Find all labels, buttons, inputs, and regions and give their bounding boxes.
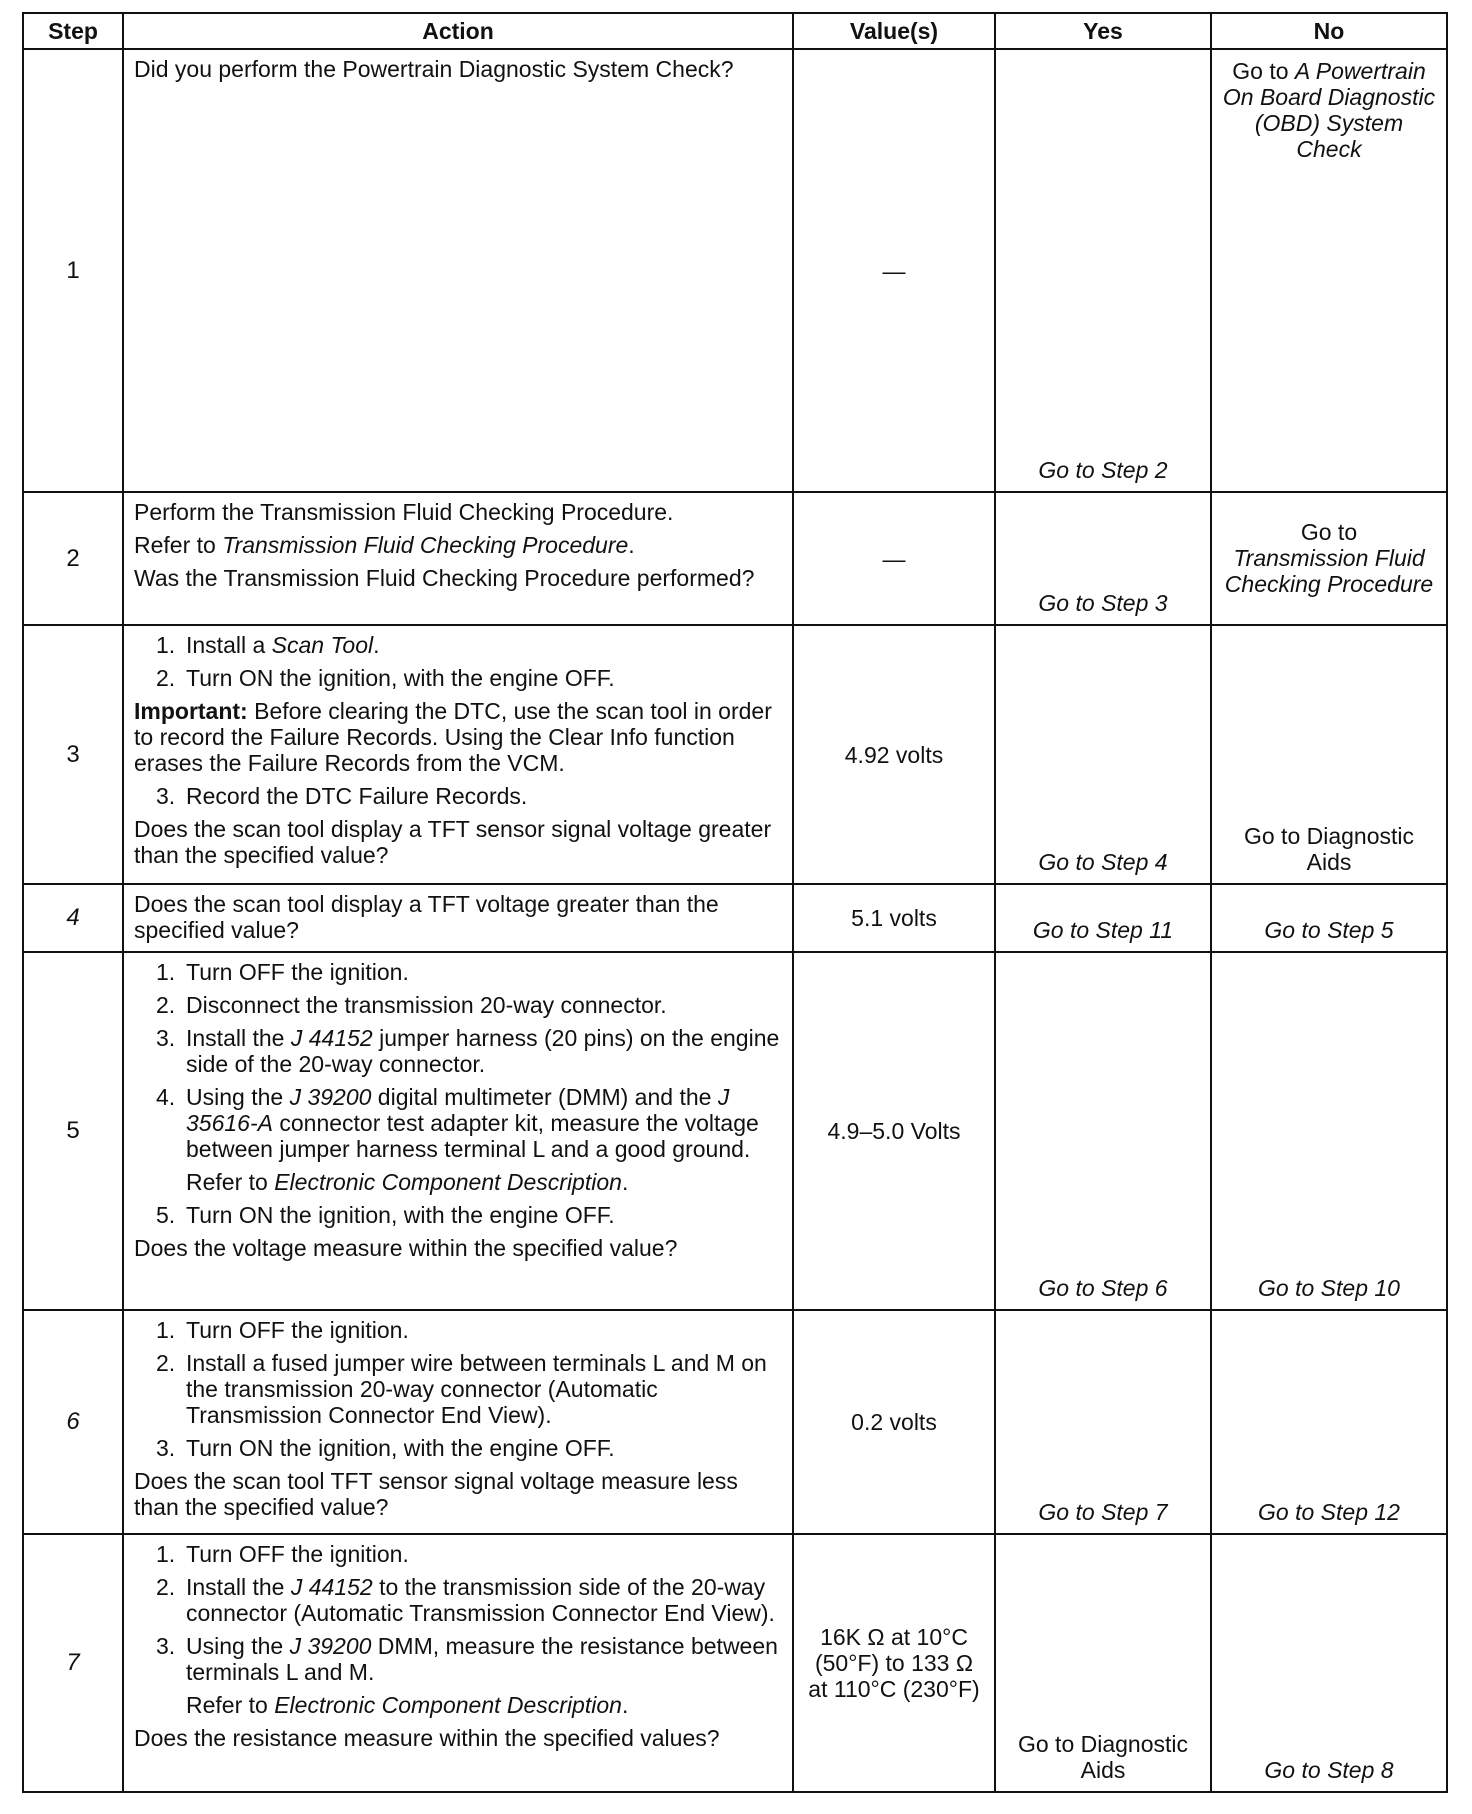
action-question: Does the scan tool TFT sensor signal voltage measure less than the specified value?: [134, 1468, 738, 1520]
list-item: [134, 1317, 782, 1343]
item-number: 1.: [156, 1541, 176, 1567]
action-question: Does the scan tool display a TFT voltage greater than the specified value?: [134, 891, 719, 943]
no-cell: Go to Step 5: [1211, 884, 1447, 952]
item-text: Install a: [186, 632, 272, 658]
ref-suffix: .: [621, 1169, 629, 1195]
list-item: [134, 1574, 782, 1626]
yes-cell: Go to Diagnostic Aids: [995, 1534, 1211, 1792]
yes-cell: Go to Step 6: [995, 952, 1211, 1310]
list-item: [134, 632, 782, 658]
item-text: Install the: [186, 1574, 291, 1600]
item-number: 2.: [156, 1350, 176, 1376]
tool-link-j44152[interactable]: J 44152: [290, 1025, 373, 1051]
action-question: Does the voltage measure within the specified value?: [134, 1235, 678, 1261]
value-cell: —: [793, 492, 995, 625]
action-cell: [123, 625, 793, 884]
action-cell: [123, 1534, 793, 1792]
item-number: 3.: [156, 1025, 176, 1051]
item-text: Turn OFF the ignition.: [186, 1541, 409, 1567]
list-item: [134, 1350, 782, 1428]
reference-line: [134, 1169, 782, 1195]
table-header-row: [23, 13, 1447, 49]
item-text: Turn OFF the ignition.: [186, 959, 409, 985]
no-prefix: Go to: [1300, 518, 1358, 545]
yes-cell: Go to Step 4: [995, 625, 1211, 884]
table-row: [23, 952, 1447, 1310]
table-row: [23, 1534, 1447, 1792]
value-cell: 4.9–5.0 Volts: [793, 952, 995, 1310]
action-cell: [123, 1310, 793, 1534]
list-item: [134, 992, 782, 1018]
list-item: [134, 665, 782, 691]
value-cell: 16K Ω at 10°C (50°F) to 133 Ω at 110°C (230°F): [793, 1534, 995, 1792]
list-item: [134, 1541, 782, 1567]
item-number: 3.: [156, 1435, 176, 1461]
yes-cell: Go to Step 11: [995, 884, 1211, 952]
item-text: Using the: [186, 1633, 290, 1659]
ref-prefix: Refer to: [186, 1169, 275, 1195]
item-text: Using the: [186, 1084, 290, 1110]
item-number: 4.: [156, 1084, 176, 1110]
yes-cell: Go to Step 7: [995, 1310, 1211, 1534]
list-item: [134, 783, 782, 809]
item-text: digital multimeter (DMM) and the: [371, 1084, 718, 1110]
action-question: Was the Transmission Fluid Checking Procedure performed?: [134, 565, 755, 591]
yes-cell: Go to Step 3: [995, 492, 1211, 625]
item-number: 1.: [156, 1317, 176, 1343]
header-no: No: [1211, 13, 1447, 49]
important-text: Before clearing the DTC, use the scan tool in order to record the Failure Records. Using the Clear Info function erases the Failure Records from the VCM.: [134, 698, 772, 776]
item-number: 2.: [156, 1574, 176, 1600]
header-action: Action: [123, 13, 793, 49]
item-text: Turn ON the ignition, with the engine OFF.: [186, 665, 615, 691]
action-cell: [123, 884, 793, 952]
action-question: Does the scan tool display a TFT sensor signal voltage greater than the specified value?: [134, 816, 772, 868]
list-item: [134, 1435, 782, 1461]
value-cell: 0.2 volts: [793, 1310, 995, 1534]
item-text: Install a fused jumper wire between terminals L and M on the transmission 20-way connector (Automatic Transmission Connector End View).: [186, 1350, 767, 1428]
ref-prefix: Refer to: [134, 532, 223, 558]
item-text: Turn ON the ignition, with the engine OFF.: [186, 1202, 615, 1228]
no-link[interactable]: Transmission Fluid Checking Procedure: [1224, 544, 1434, 597]
table-row: [23, 625, 1447, 884]
table-row: [23, 884, 1447, 952]
item-text: Record the DTC Failure Records.: [186, 783, 528, 809]
item-text: connector test adapter kit, measure the voltage between jumper harness terminal L and a good ground.: [186, 1110, 759, 1162]
table-row: [23, 1310, 1447, 1534]
item-text: Turn ON the ignition, with the engine OFF.: [186, 1435, 615, 1461]
ref-link[interactable]: Electronic Component Description: [274, 1692, 622, 1718]
diagnostic-table-container: [22, 12, 1446, 1793]
yes-cell: Go to Step 2: [995, 49, 1211, 492]
item-number: 1.: [156, 959, 176, 985]
action-reference: [134, 532, 782, 558]
ref-link[interactable]: Electronic Component Description: [274, 1169, 622, 1195]
list-item: [134, 1025, 782, 1077]
step-number: 5: [23, 952, 123, 1310]
item-suffix: DMM, measure the resistance between terminals L and M.: [186, 1633, 778, 1685]
item-suffix: to the transmission side of the 20-way connector (Automatic Transmission Connector End View).: [186, 1574, 775, 1626]
no-cell: [1211, 492, 1447, 625]
header-values: Value(s): [793, 13, 995, 49]
value-cell: —: [793, 49, 995, 492]
header-step: Step: [23, 13, 123, 49]
table-row: [23, 49, 1447, 492]
value-cell: 5.1 volts: [793, 884, 995, 952]
no-link[interactable]: A Powertrain On Board Diagnostic (OBD) System Check: [1222, 58, 1436, 162]
no-cell: Go to Step 10: [1211, 952, 1447, 1310]
ref-suffix: .: [628, 532, 635, 558]
ref-prefix: Refer to: [186, 1692, 275, 1718]
step-number: 1: [23, 49, 123, 492]
item-suffix: jumper harness (20 pins) on the engine side of the 20-way connector.: [186, 1025, 780, 1077]
no-prefix: Go to: [1232, 58, 1295, 84]
tool-link-j39200[interactable]: J 39200: [289, 1084, 372, 1110]
list-item: [134, 959, 782, 985]
scan-tool-link[interactable]: Scan Tool: [271, 632, 374, 658]
action-text: Perform the Transmission Fluid Checking Procedure.: [134, 499, 674, 525]
item-number: 3.: [156, 1633, 176, 1659]
value-cell: 4.92 volts: [793, 625, 995, 884]
ref-suffix: .: [621, 1692, 629, 1718]
important-label: Important:: [134, 698, 248, 724]
tool-link-j44152[interactable]: J 44152: [290, 1574, 373, 1600]
list-item: [134, 1084, 782, 1162]
action-cell: [123, 952, 793, 1310]
ref-link[interactable]: Transmission Fluid Checking Procedure: [222, 532, 629, 558]
step-number: 6: [23, 1310, 123, 1534]
item-number: 2.: [156, 992, 176, 1018]
no-cell: Go to Diagnostic Aids: [1211, 625, 1447, 884]
step-number: 7: [23, 1534, 123, 1792]
list-item: [134, 1202, 782, 1228]
header-yes: Yes: [995, 13, 1211, 49]
action-cell: [123, 492, 793, 625]
tool-link-j39200[interactable]: J 39200: [289, 1633, 372, 1659]
reference-line: [134, 1692, 782, 1718]
action-text: Did you perform the Powertrain Diagnostic System Check?: [134, 56, 734, 82]
tool-link-j35616a[interactable]: J 35616-A: [186, 1084, 730, 1136]
list-item: [134, 1633, 782, 1685]
item-number: 5.: [156, 1202, 176, 1228]
no-cell: Go to Step 12: [1211, 1310, 1447, 1534]
item-number: 2.: [156, 665, 176, 691]
step-number: 3: [23, 625, 123, 884]
step-number: 4: [23, 884, 123, 952]
important-note: [134, 698, 782, 776]
item-number: 1.: [156, 632, 176, 658]
item-suffix: .: [373, 632, 380, 658]
step-number: 2: [23, 492, 123, 625]
item-text: Turn OFF the ignition.: [186, 1317, 409, 1343]
item-text: Disconnect the transmission 20-way connector.: [186, 992, 667, 1018]
action-cell: [123, 49, 793, 492]
action-question: Does the resistance measure within the specified values?: [134, 1725, 720, 1751]
item-number: 3.: [156, 783, 176, 809]
diagnostic-table: [22, 12, 1448, 1793]
table-row: [23, 492, 1447, 625]
no-cell: [1211, 49, 1447, 492]
item-text: Install the: [186, 1025, 291, 1051]
no-cell: Go to Step 8: [1211, 1534, 1447, 1792]
